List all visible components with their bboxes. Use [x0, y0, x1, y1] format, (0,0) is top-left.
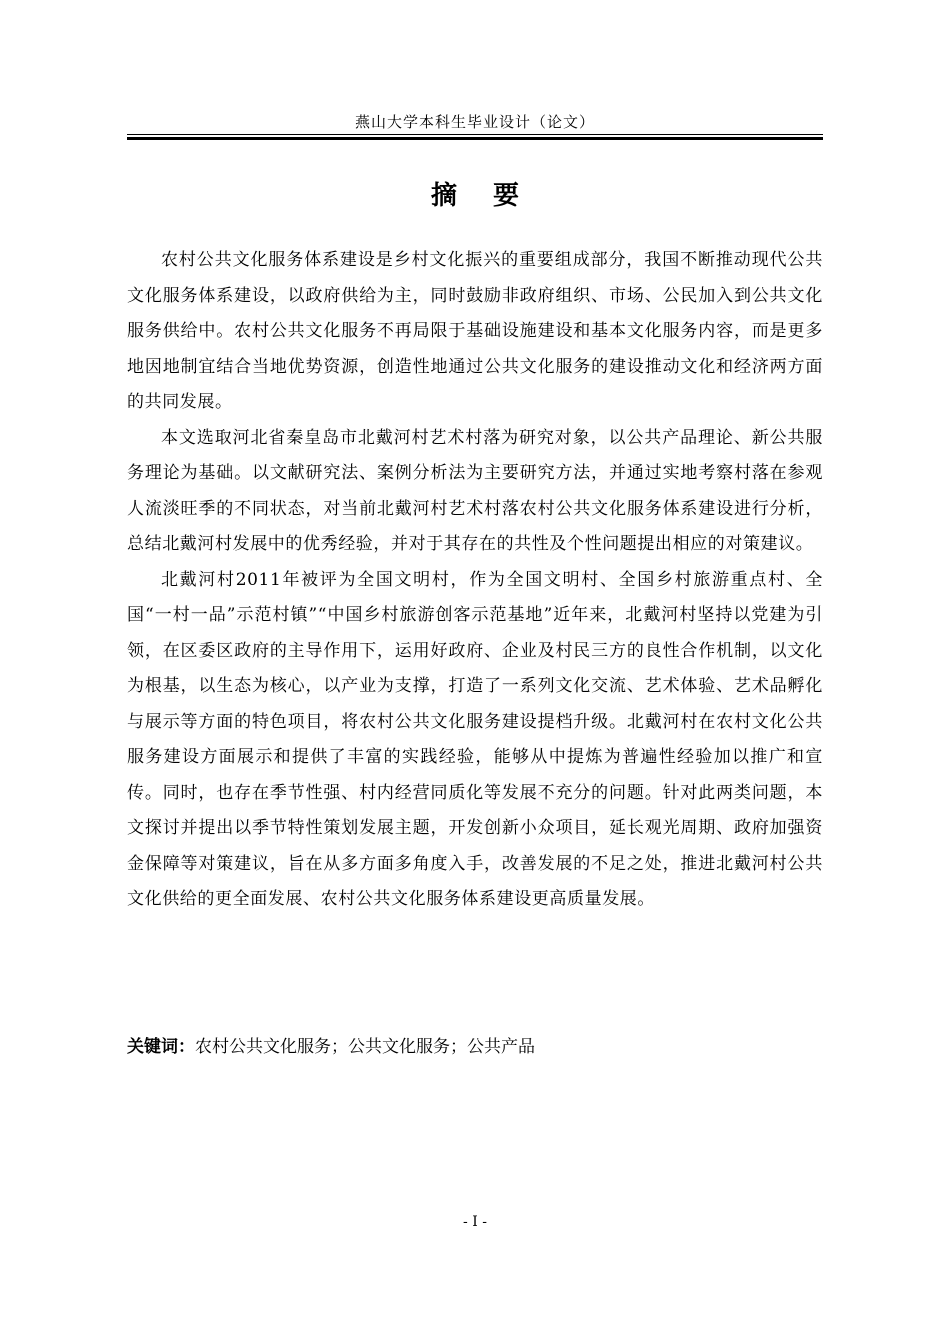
abstract-paragraph-3: 北戴河村2011年被评为全国文明村，作为全国文明村、全国乡村旅游重点村、全国“一村一品”示范村镇”“中国乡村旅游创客示范基地”近年来，北戴河村坚持以党建为引领，在区委区政府的主导作用下，运用好政府、企业及村民三方的良性合作机制，以文化为根基，以生态为核心，以产业为支撑，打造了一系列文化交流、艺术体验、艺术品孵化与展示等方面的特色项目，将农村公共文化服务建设提档升级。北戴河村在农村文化公共服务建设方面展示和提供了丰富的实践经验，能够从中提炼为普遍性经验加以推广和宣传。同时，也存在季节性强、村内经营同质化等发展不充分的问题。针对此两类问题，本文探讨并提出以季节特性策划发展主题，开发创新小众项目，延长观光周期、政府加强资金保障等对策建议，旨在从多方面多角度入手，改善发展的不足之处，推进北戴河村公共文化供给的更全面发展、农村公共文化服务体系建设更高质量发展。 — [127, 569, 823, 909]
header-rule-thick — [127, 137, 823, 140]
abstract-body — [127, 243, 823, 918]
abstract-title-right: 要 — [493, 181, 520, 211]
keywords-list: 农村公共文化服务；公共文化服务；公共产品 — [195, 1037, 535, 1057]
abstract-paragraph-2: 本文选取河北省秦皇岛市北戴河村艺术村落为研究对象，以公共产品理论、新公共服务理论为基础。以文献研究法、案例分析法为主要研究方法，并通过实地考察村落在参观人流淡旺季的不同状态，对当前北戴河村艺术村落农村公共文化服务体系建设进行分析，总结北戴河村发展中的优秀经验，并对于其存在的共性及个性问题提出相应的对策建议。 — [127, 427, 823, 554]
keywords-label: 关键词： — [127, 1037, 195, 1057]
abstract-title-left: 摘 — [430, 181, 457, 211]
running-header: 燕山大学本科生毕业设计（论文） — [354, 113, 595, 131]
abstract-title — [127, 178, 823, 214]
page-number: - I - — [463, 1214, 487, 1230]
keywords-line — [127, 1032, 823, 1062]
abstract-paragraph-1: 农村公共文化服务体系建设是乡村文化振兴的重要组成部分，我国不断推动现代公共文化服务体系建设，以政府供给为主，同时鼓励非政府组织、市场、公民加入到公共文化服务供给中。农村公共文化服务不再局限于基础设施建设和基本文化服务内容，而是更多地因地制宜结合当地优势资源，创造性地通过公共文化服务的建设推动文化和经济两方面的共同发展。 — [127, 250, 823, 412]
header-rule-thin — [127, 134, 823, 135]
